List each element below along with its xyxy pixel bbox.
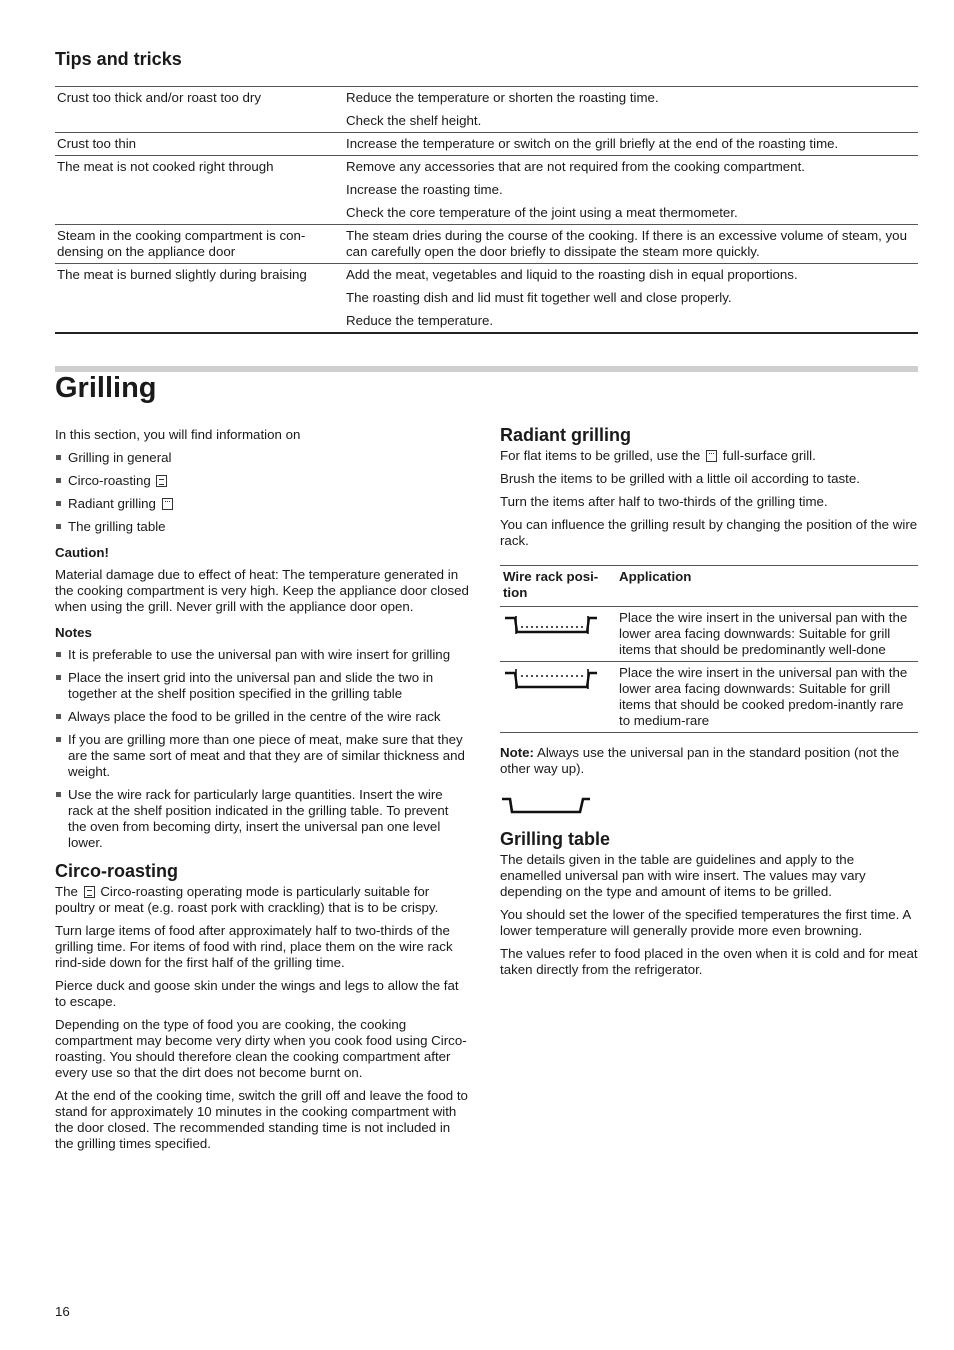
solution-line: Increase the roasting time. xyxy=(346,182,503,197)
solution-cell xyxy=(344,156,918,225)
grilling-table-heading: Grilling table xyxy=(500,829,611,849)
radiant-note: Note: Always use the universal pan in the standard position (not the other way up). xyxy=(500,745,900,776)
solution-line: Increase the temperature or switch on the grill briefly at the end of the roasting time. xyxy=(346,136,839,151)
left-column xyxy=(55,427,470,1159)
page-number: 16 xyxy=(55,1304,70,1319)
circo-roasting-icon xyxy=(156,475,167,487)
solution-cell xyxy=(344,133,918,156)
section-divider xyxy=(55,366,918,372)
radiant-paragraph: You can influence the grilling result by changing the position of the wire rack. xyxy=(500,517,918,548)
note-item: Always place the food to be grilled in the centre of the wire rack xyxy=(55,709,470,725)
note-item: It is preferable to use the universal pan with wire insert for grilling xyxy=(55,647,470,663)
solution-line: Check the core temperature of the joint using a meat thermometer. xyxy=(346,205,738,220)
table-row xyxy=(55,156,918,225)
col-header-position: Wire rack posi-tion xyxy=(500,566,616,607)
col-header-application: Application xyxy=(616,566,918,607)
circo-paragraph: Depending on the type of food you are cooking, the cooking compartment may become very dirty when you cook food using Circo-roasting. You should therefore clean the cooking compartment after every use so that the dirt does not become burnt on. xyxy=(55,1017,467,1080)
solution-cell xyxy=(344,87,918,133)
topic-item: Circo-roasting xyxy=(55,473,470,489)
wire-insert-high-icon xyxy=(503,665,599,693)
topic-item: The grilling table xyxy=(55,519,470,535)
intro-text: In this section, you will find information on xyxy=(55,427,301,442)
radiant-grill-icon xyxy=(706,450,717,462)
radiant-intro: For flat items to be grilled, use the full-surface grill. xyxy=(500,448,816,463)
radiant-grill-icon xyxy=(162,498,173,510)
solution-line: Add the meat, vegetables and liquid to the roasting dish in equal proportions. xyxy=(346,267,798,282)
problem-cell: Crust too thin xyxy=(55,133,344,156)
wire-rack-table xyxy=(500,565,918,733)
universal-pan-icon xyxy=(500,795,596,817)
grilling-table-paragraph: The values refer to food placed in the oven when it is cold and for meat taken directly from the refrigerator. xyxy=(500,946,918,977)
table-row xyxy=(55,264,918,334)
solution-line: Check the shelf height. xyxy=(346,113,482,128)
problem-cell: The meat is not cooked right through xyxy=(55,156,344,225)
tips-title: Tips and tricks xyxy=(55,49,182,69)
circo-heading: Circo-roasting xyxy=(55,861,179,881)
topic-item: Radiant grilling xyxy=(55,496,470,512)
circo-intro: The Circo-roasting operating mode is particularly suitable for poultry or meat (e.g. roast pork with crackling) that is to be crispy. xyxy=(55,884,439,915)
table-row xyxy=(55,225,918,264)
circo-roasting-icon xyxy=(84,886,95,898)
radiant-heading: Radiant grilling xyxy=(500,425,632,445)
application-text: Place the wire insert in the universal pan with the lower area facing downwards: Suitable for grill items that should be cooked predom-inantly rare to medium-rare xyxy=(616,662,918,733)
solution-cell xyxy=(344,264,918,334)
solution-cell xyxy=(344,225,918,264)
problem-cell: The meat is burned slightly during braising xyxy=(55,264,344,334)
notes-list xyxy=(55,647,470,851)
table-row xyxy=(55,133,918,156)
grilling-table-paragraph: You should set the lower of the specified temperatures the first time. A lower temperature will generally provide more even browning. xyxy=(500,907,911,938)
solution-line: The steam dries during the course of the cooking. If there is an excessive volume of steam, you can carefully open the door briefly to dissipate the steam more quickly. xyxy=(346,228,907,259)
note-item: Use the wire rack for particularly large quantities. Insert the wire rack at the shelf position indicated in the grilling table. To prevent the oven from becoming dirty, insert the universal pan one level lower. xyxy=(55,787,470,851)
table-row xyxy=(55,87,918,133)
tips-table xyxy=(55,86,918,334)
solution-line: Remove any accessories that are not required from the cooking compartment. xyxy=(346,159,805,174)
grilling-table-paragraph: The details given in the table are guidelines and apply to the enamelled universal pan with wire insert. The values may vary depending on the type and amount of items to be grilled. xyxy=(500,852,866,899)
right-column xyxy=(500,427,918,985)
topic-list xyxy=(55,450,470,535)
radiant-paragraph: Brush the items to be grilled with a little oil according to taste. xyxy=(500,471,860,486)
problem-cell: Crust too thick and/or roast too dry xyxy=(55,87,344,133)
caution-label: Caution! xyxy=(55,545,109,560)
circo-paragraph: Turn large items of food after approximately half to two-thirds of the grilling time. For items of food with rind, place them on the wire rack rind-side down for the first half of the grilling time. xyxy=(55,923,453,970)
solution-line: The roasting dish and lid must fit together well and close properly. xyxy=(346,290,732,305)
solution-line: Reduce the temperature. xyxy=(346,313,494,328)
wire-insert-low-icon xyxy=(503,610,599,638)
caution-text: Material damage due to effect of heat: The temperature generated in the cooking compartment is very high. Keep the appliance door closed when using the grill. Never grill with the appliance door open. xyxy=(55,567,469,614)
circo-paragraph: At the end of the cooking time, switch the grill off and leave the food to stand for approximately 10 minutes in the cooking compartment with the door closed. The recommended standing time is not included in the grilling times specified. xyxy=(55,1088,468,1151)
circo-paragraph: Pierce duck and goose skin under the wings and legs to allow the fat to escape. xyxy=(55,978,459,1009)
table-row xyxy=(500,662,918,733)
note-item: Place the insert grid into the universal pan and slide the two in together at the shelf position specified in the grilling table xyxy=(55,670,470,702)
note-item: If you are grilling more than one piece of meat, make sure that they are the same sort of meat and that they are of similar thickness and weight. xyxy=(55,732,470,780)
notes-label: Notes xyxy=(55,625,92,640)
problem-cell: Steam in the cooking compartment is con-densing on the appliance door xyxy=(55,225,344,264)
solution-line: Reduce the temperature or shorten the roasting time. xyxy=(346,90,659,105)
radiant-paragraph: Turn the items after half to two-thirds of the grilling time. xyxy=(500,494,828,509)
grilling-title: Grilling xyxy=(55,372,157,404)
table-row xyxy=(500,607,918,662)
application-text: Place the wire insert in the universal pan with the lower area facing downwards: Suitable for grill items that should be predominantly well-done xyxy=(616,607,918,662)
topic-item: Grilling in general xyxy=(55,450,470,466)
